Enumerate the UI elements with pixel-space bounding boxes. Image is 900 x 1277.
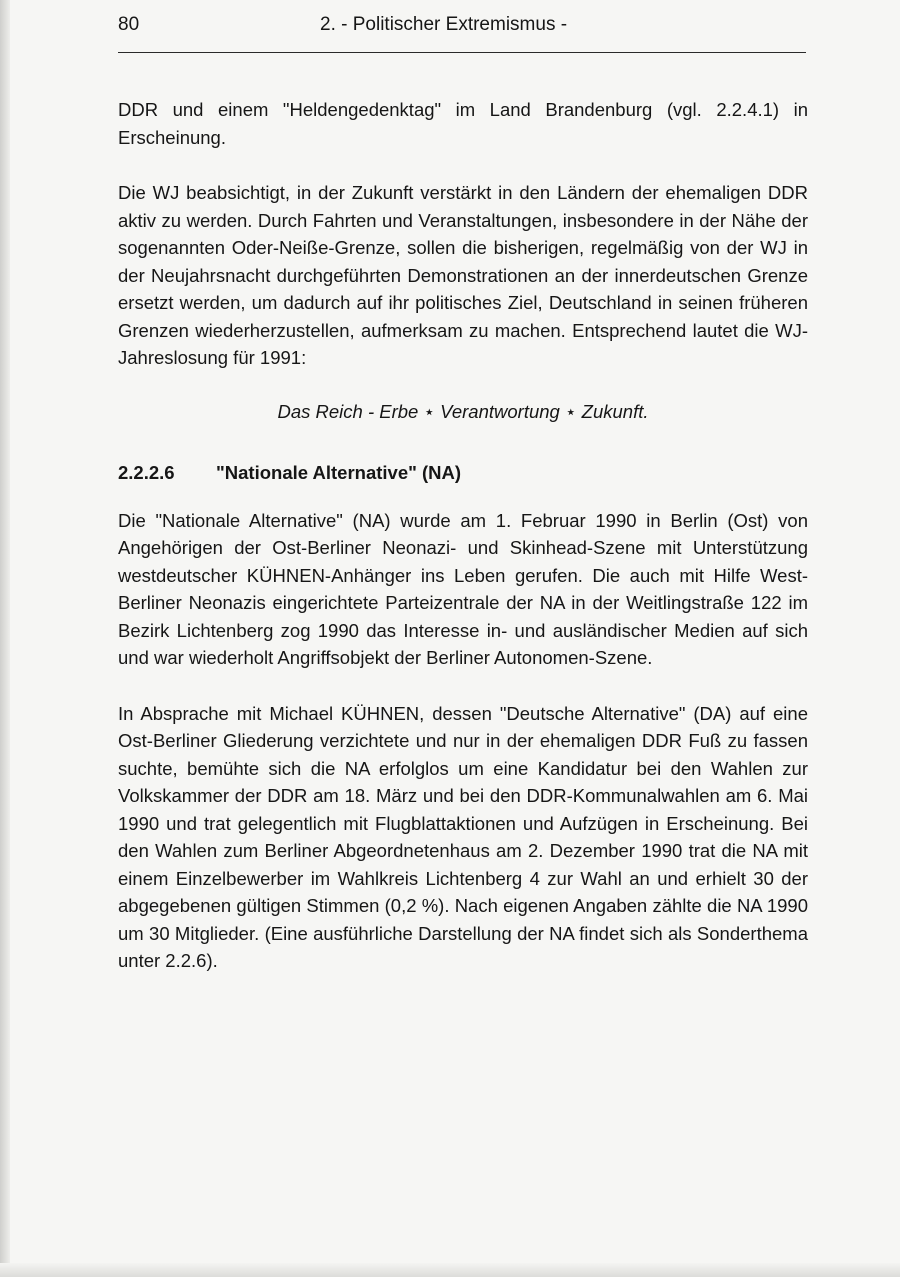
- header-rule: [118, 52, 806, 53]
- section-number: 2.2.2.6: [118, 462, 175, 483]
- paragraph-3: Die "Nationale Alternative" (NA) wurde am 1. Februar 1990 in Berlin (Ost) von Angehörigen der Ost-Berliner Neonazi- und Skinhead-Szene mit Unterstützung westdeutscher KÜHNEN-Anhänger ins Leben gerufen. Die auch mit Hilfe West-Berliner Neonazis eingerichtete Parteizentrale der NA in der Weitlingstraße 122 im Bezirk Lichtenberg zog 1990 das Interesse in- und ausländischer Medien auf sich und war wiederholt Angriffsobjekt der Berliner Autonomen-Szene.: [118, 509, 808, 668]
- paragraph-2: Die WJ beabsichtigt, in der Zukunft verstärkt in den Ländern der ehemaligen DDR aktiv zu werden. Durch Fahrten und Veranstaltungen, insbesondere in der Nähe der sogenannten Oder-Neiße-Grenze, sollen die bisherigen, regelmäßig von der WJ in der Neujahrsnacht durchgeführten Demonstrationen an der innerdeutschen Grenze ersetzt werden, um dadurch auf ihr politisches Ziel, Deutschland in seinen früheren Grenzen wiederherzustellen, aufmerksam zu machen. Entsprechend lautet die WJ-Jahreslosung für 1991:: [118, 182, 808, 368]
- page-header: [118, 14, 808, 44]
- section-title: "Nationale Alternative" (NA): [216, 462, 462, 483]
- page-number: 80: [118, 14, 140, 35]
- scan-edge-left: [0, 0, 10, 1277]
- paragraph-4: In Absprache mit Michael KÜHNEN, dessen "Deutsche Alternative" (DA) auf eine Ost-Berliner Gliederung verzichtete und nur in der ehemaligen DDR Fuß zu fassen suchte, bemühte sich die NA erfolglos um eine Kandidatur bei den Wahlen zur Volkskammer der DDR am 18. März und bei den DDR-Kommunalwahlen am 6. Mai 1990 und trat gelegentlich mit Flugblattaktionen und Aufzügen in Erscheinung. Bei den Wahlen zum Berliner Abgeordnetenhaus am 2. Dezember 1990 trat die NA mit einem Einzelbewerber im Wahlkreis Lichtenberg 4 zur Wahl an und erhielt 30 der abgegebenen gültigen Stimmen (0,2 %). Nach eigenen Angaben zählte die NA 1990 um 30 Mitglieder. (Eine ausführliche Darstellung der NA findet sich als Sonderthema unter 2.2.6).: [118, 702, 808, 971]
- section-heading: [118, 459, 808, 487]
- motto: Das Reich - Erbe ⋆ Verantwortung ⋆ Zukunft.: [277, 400, 649, 422]
- paragraph-1: DDR und einem "Heldengedenktag" im Land Brandenburg (vgl. 2.2.4.1) in Erscheinung.: [118, 99, 808, 148]
- running-title: 2. - Politischer Extremismus -: [320, 14, 568, 35]
- scan-edge-bottom: [0, 1263, 900, 1277]
- page-body: [118, 96, 808, 975]
